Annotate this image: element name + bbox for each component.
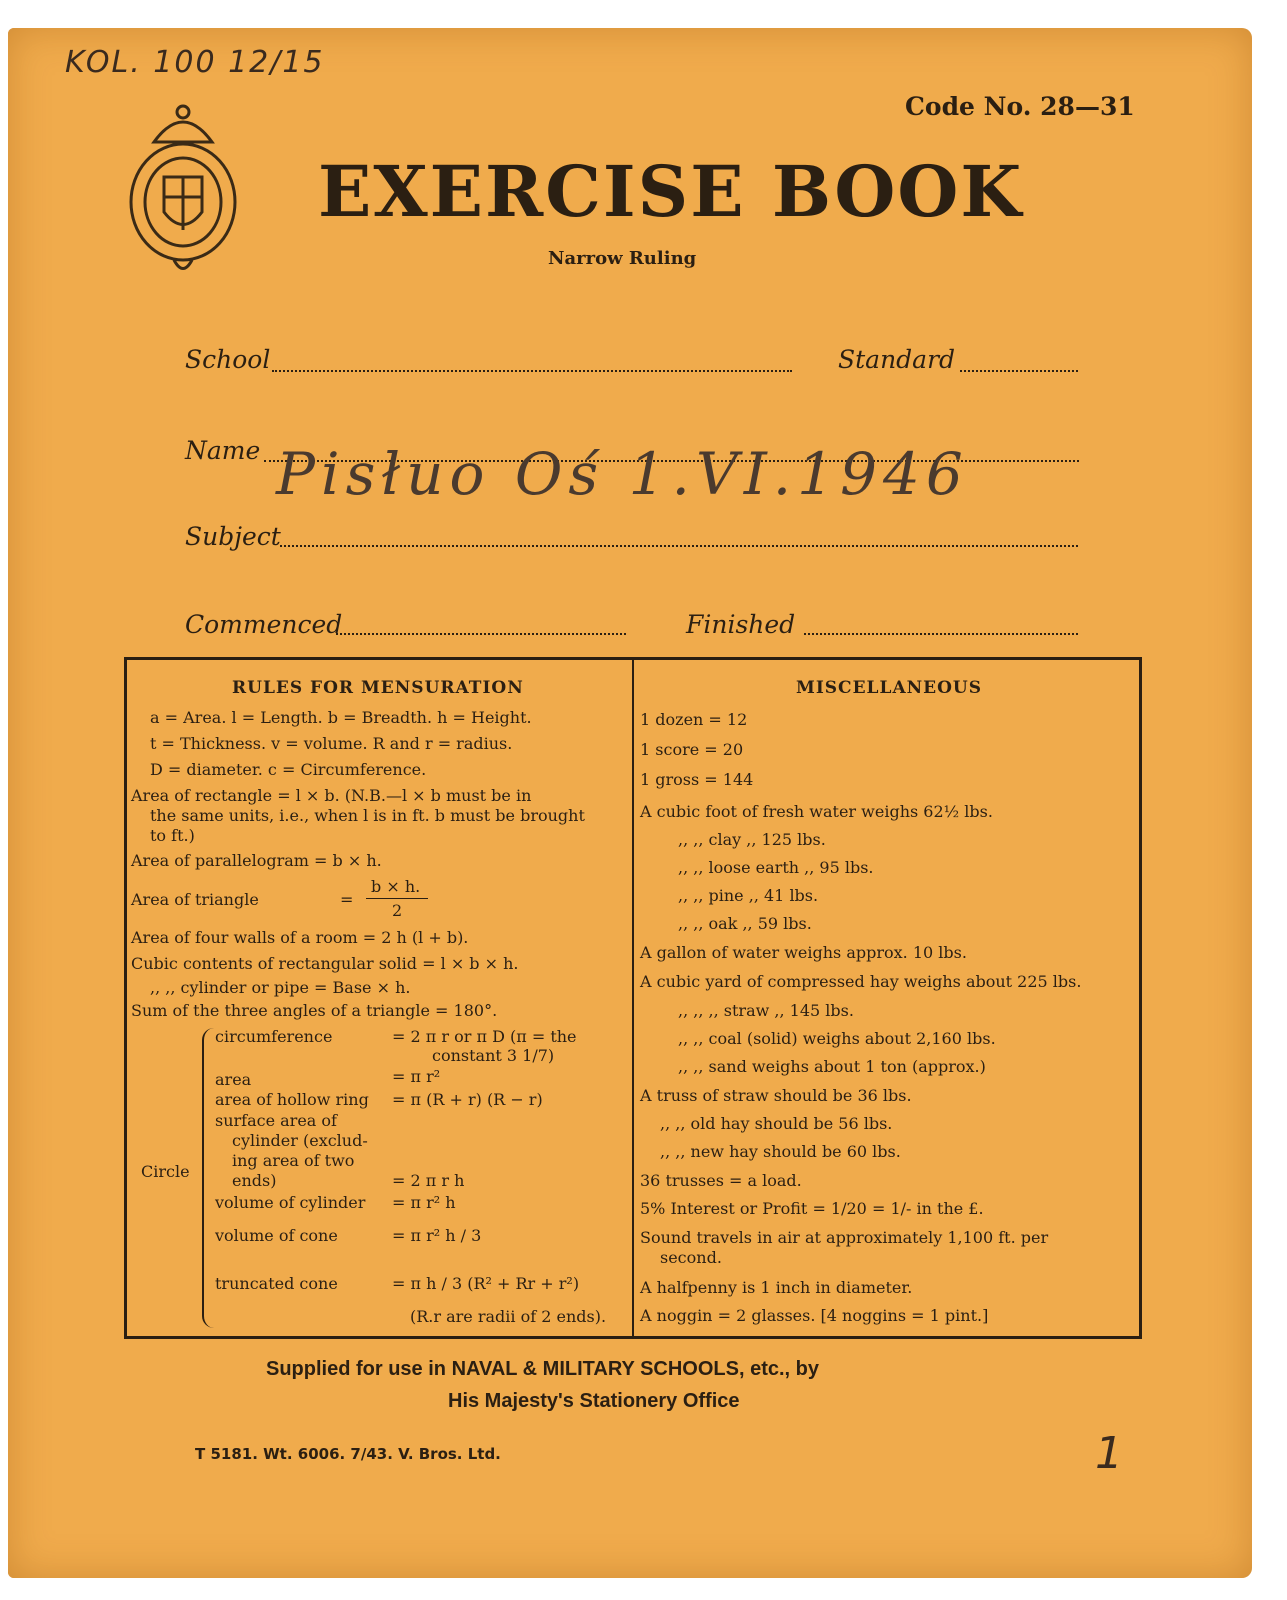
mensuration-line: D = diameter. c = Circumference. bbox=[150, 760, 427, 779]
circle-row-name: area of hollow ring bbox=[215, 1090, 369, 1109]
handwritten-name: Pisłuo Oś 1.VI.1946 bbox=[276, 440, 969, 508]
circle-row-name: ends) bbox=[232, 1171, 277, 1190]
misc-line: ,, ,, new hay should be 60 lbs. bbox=[660, 1142, 901, 1161]
circle-row-name: volume of cone bbox=[215, 1226, 338, 1245]
circle-row-name: circumference bbox=[215, 1027, 333, 1046]
mensuration-line: to ft.) bbox=[150, 826, 195, 845]
supplier-line: Supplied for use in NAVAL & MILITARY SCHOOLS, etc., by bbox=[266, 1358, 820, 1380]
circle-row-formula: = 2 π r h bbox=[392, 1171, 465, 1190]
circle-row-name: cylinder (exclud- bbox=[232, 1131, 368, 1150]
circle-row-name: ing area of two bbox=[232, 1151, 355, 1170]
circle-row-name: truncated cone bbox=[215, 1274, 338, 1293]
mensuration-line: a = Area. l = Length. b = Breadth. h = Height. bbox=[150, 708, 532, 727]
subject-label: Subject bbox=[185, 522, 281, 551]
misc-line: A noggin = 2 glasses. [4 noggins = 1 pint.] bbox=[640, 1306, 989, 1325]
fraction-numerator: b × h. bbox=[371, 877, 421, 896]
code-number: Code No. 28—31 bbox=[905, 92, 1135, 121]
circle-row-name: volume of cylinder bbox=[215, 1193, 366, 1212]
commenced-label: Commenced bbox=[185, 610, 343, 639]
standard-line[interactable] bbox=[960, 370, 1078, 372]
circle-row-formula: = π r² h bbox=[392, 1193, 456, 1212]
circle-row-formula: = π (R + r) (R − r) bbox=[392, 1090, 543, 1109]
circle-row-formula: constant 3 1/7) bbox=[432, 1046, 555, 1065]
misc-line: ,, ,, ,, straw ,, 145 lbs. bbox=[678, 1001, 854, 1020]
mensuration-line: Area of rectangle = l × b. (N.B.—l × b must be in bbox=[131, 786, 532, 805]
school-line[interactable] bbox=[272, 370, 792, 372]
misc-line: 1 dozen = 12 bbox=[640, 710, 748, 729]
misc-line: ,, ,, old hay should be 56 lbs. bbox=[660, 1114, 893, 1133]
mensuration-line: Area of parallelogram = b × h. bbox=[131, 851, 382, 870]
subject-line[interactable] bbox=[280, 545, 1078, 547]
school-label: School bbox=[185, 345, 271, 374]
miscellaneous-heading: MISCELLANEOUS bbox=[796, 678, 983, 698]
commenced-line[interactable] bbox=[336, 633, 626, 635]
finished-label: Finished bbox=[686, 610, 796, 639]
mensuration-line: Area of four walls of a room = 2 h (l + b). bbox=[131, 928, 469, 947]
table-divider bbox=[632, 660, 634, 1338]
circle-brace bbox=[202, 1028, 214, 1328]
fraction-bar bbox=[366, 898, 428, 899]
misc-line: 1 gross = 144 bbox=[640, 770, 754, 789]
misc-line: A gallon of water weighs approx. 10 lbs. bbox=[640, 943, 967, 962]
mensuration-line: Area of triangle bbox=[131, 890, 259, 909]
circle-row-formula: = π r² h / 3 bbox=[392, 1226, 482, 1245]
misc-line: ,, ,, loose earth ,, 95 lbs. bbox=[678, 858, 874, 877]
misc-line: ,, ,, coal (solid) weighs about 2,160 lbs. bbox=[678, 1029, 996, 1048]
standard-label: Standard bbox=[838, 345, 956, 374]
circle-row-formula: = π r² bbox=[392, 1067, 441, 1086]
mensuration-line: ,, ,, cylinder or pipe = Base × h. bbox=[150, 978, 411, 997]
circle-row-formula: = 2 π r or π D (π = the bbox=[392, 1027, 577, 1046]
print-code: T 5181. Wt. 6006. 7/43. V. Bros. Ltd. bbox=[195, 1445, 501, 1463]
page-title: EXERCISE BOOK bbox=[318, 150, 1024, 233]
mensuration-line: the same units, i.e., when l is in ft. b must be brought bbox=[150, 806, 585, 825]
circle-row-formula: (R.r are radii of 2 ends). bbox=[410, 1307, 607, 1326]
misc-line: second. bbox=[660, 1248, 722, 1267]
misc-line: Sound travels in air at approximately 1,100 ft. per bbox=[640, 1228, 1049, 1247]
handwritten-page-number: 1 bbox=[1095, 1428, 1123, 1479]
mensuration-line: Cubic contents of rectangular solid = l × b × h. bbox=[131, 954, 519, 973]
name-label: Name bbox=[185, 436, 261, 465]
misc-line: A cubic yard of compressed hay weighs about 225 lbs. bbox=[640, 972, 1082, 991]
handwritten-reference: KOL. 100 12/15 bbox=[65, 45, 325, 80]
misc-line: A cubic foot of fresh water weighs 62½ lbs. bbox=[640, 802, 993, 821]
misc-line: ,, ,, oak ,, 59 lbs. bbox=[678, 914, 812, 933]
mensuration-line: = bbox=[340, 890, 354, 909]
misc-line: ,, ,, pine ,, 41 lbs. bbox=[678, 886, 819, 905]
subtitle: Narrow Ruling bbox=[548, 248, 697, 269]
mensuration-line: t = Thickness. v = volume. R and r = radius. bbox=[150, 734, 513, 753]
fraction-denominator: 2 bbox=[392, 901, 403, 920]
supplier-office: His Majesty's Stationery Office bbox=[448, 1390, 740, 1412]
royal-crest-icon bbox=[124, 102, 242, 282]
circle-row-name: area bbox=[215, 1070, 252, 1089]
misc-line: 36 trusses = a load. bbox=[640, 1171, 802, 1190]
misc-line: 5% Interest or Profit = 1/20 = 1/- in the £. bbox=[640, 1199, 984, 1218]
mensuration-heading: RULES FOR MENSURATION bbox=[232, 678, 524, 698]
circle-row-name: surface area of bbox=[215, 1111, 337, 1130]
misc-line: ,, ,, clay ,, 125 lbs. bbox=[678, 830, 826, 849]
misc-line: ,, ,, sand weighs about 1 ton (approx.) bbox=[678, 1057, 986, 1076]
mensuration-line: Sum of the three angles of a triangle = 180°. bbox=[131, 1001, 498, 1020]
misc-line: 1 score = 20 bbox=[640, 740, 744, 759]
circle-label: Circle bbox=[141, 1162, 190, 1181]
misc-line: A truss of straw should be 36 lbs. bbox=[640, 1086, 912, 1105]
circle-row-formula: = π h / 3 (R² + Rr + r²) bbox=[392, 1274, 580, 1293]
finished-line[interactable] bbox=[804, 633, 1078, 635]
misc-line: A halfpenny is 1 inch in diameter. bbox=[640, 1278, 913, 1297]
